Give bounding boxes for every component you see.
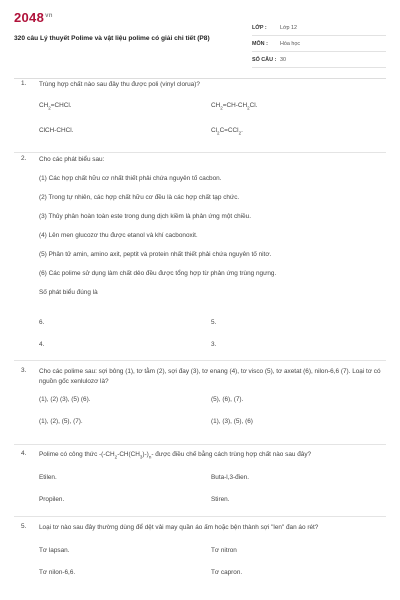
question-3 (14, 367, 386, 439)
option-b[interactable]: Buta-l,3-đien. (211, 473, 250, 481)
question-stem: Trùng hợp chất nào sau đây thu được poli (vinyl clorua)? (39, 81, 200, 88)
option-d[interactable]: $Cl_2C=CCl_2$. (211, 126, 243, 135)
meta-question-count: SỐ CÂU : 30 (252, 52, 386, 68)
option-d[interactable]: (1), (3), (5), (6) (211, 418, 253, 425)
option-c[interactable]: 4. (39, 340, 45, 348)
statement-5: (5) Phân tử amin, amino axit, peptit và protein nhất thiết phải chứa nguyên tố nitơ. (39, 250, 272, 258)
document-header (14, 10, 386, 74)
meta-subject: MÔN : Hóa học (252, 36, 386, 52)
statement-4: (4) Lên men glucozơ thu được etanol và khí cacbonoxit. (39, 231, 198, 239)
question-2 (14, 155, 386, 362)
question-4 (14, 450, 386, 517)
option-b[interactable]: Tơ nitron (211, 546, 237, 554)
answer-options (39, 396, 386, 439)
answer-options (39, 102, 386, 148)
option-d[interactable]: Stiren. (211, 495, 230, 503)
option-a[interactable]: Etilen. (39, 473, 57, 481)
question-separator (14, 152, 386, 153)
question-separator (14, 516, 386, 517)
question-stem: Cho các phát biểu sau: (39, 156, 105, 163)
option-c[interactable]: Propilen. (39, 495, 65, 503)
option-d[interactable]: Tơ capron. (211, 568, 243, 576)
option-b[interactable]: 5. (211, 318, 217, 326)
document-meta (252, 20, 386, 68)
statement-1: (1) Các hợp chất hữu cơ nhất thiết phải chứa nguyên tố cacbon. (39, 174, 222, 182)
statement-prompt: Số phát biểu đúng là (39, 288, 98, 296)
option-a[interactable]: $CH_2=CHCl$. (39, 101, 72, 110)
question-1 (14, 80, 386, 148)
option-a[interactable]: 6. (39, 318, 45, 326)
document-title: 320 câu Lý thuyết Polime và vật liệu polime có giải chi tiết (P8) (14, 35, 210, 42)
question-number: 2. (21, 155, 27, 162)
option-c[interactable]: Tơ nilon-6,6. (39, 568, 76, 576)
question-separator (14, 444, 386, 445)
option-c[interactable]: ClCH-CHCl. (39, 126, 74, 134)
option-d[interactable]: 3. (211, 340, 217, 348)
question-stem: Polime có công thức $-(-CH_2-CH(CH_3)-)_n-$ được điều chế bằng cách trùng hợp chất nào sau đây? (39, 451, 312, 460)
site-logo[interactable]: $2048^{vn}$ (14, 10, 53, 25)
meta-class: LỚP : Lớp 12 (252, 20, 386, 36)
option-c[interactable]: (1), (2), (5), (7). (39, 418, 83, 425)
question-number: 5. (21, 523, 27, 530)
question-5 (14, 523, 386, 590)
option-a[interactable]: (1), (2) (3), (5) (6). (39, 396, 91, 403)
option-b[interactable]: $CH_2=CH-CH_2Cl$. (211, 101, 258, 110)
header-divider (14, 78, 386, 79)
question-separator (14, 360, 386, 361)
answer-options (39, 319, 386, 362)
statement-6: (6) Các polime sử dụng làm chất dẻo đều được tổng hợp từ phản ứng trùng ngưng. (39, 269, 277, 277)
answer-options (39, 474, 386, 517)
answer-options (39, 547, 386, 590)
question-number: 3. (21, 367, 27, 374)
option-a[interactable]: Tơ lapsan. (39, 546, 70, 554)
statement-2: (2) Trong tự nhiên, các hợp chất hữu cơ đều là các hợp chất tạp chức. (39, 193, 240, 201)
statement-3: (3) Thủy phân hoàn toàn este trong dung dịch kiềm là phản ứng một chiều. (39, 212, 251, 220)
question-stem: Loại tơ nào sau đây thường dùng để dệt vải may quần áo ấm hoặc bện thành sợi "len" đan áo rét? (39, 524, 319, 531)
question-number: 4. (21, 450, 27, 457)
question-number: 1. (21, 80, 27, 87)
statement-list (14, 174, 386, 307)
option-b[interactable]: (5), (6), (7). (211, 396, 244, 403)
question-stem: Cho các polime sau: sợi bông (1), tơ tằm (2), sợi đay (3), tơ enang (4), tơ visco (5), tơ axetat (6), nilon-6,6 (7). Loại tơ có nguồn gốc xenlulozơ là? (39, 368, 381, 385)
